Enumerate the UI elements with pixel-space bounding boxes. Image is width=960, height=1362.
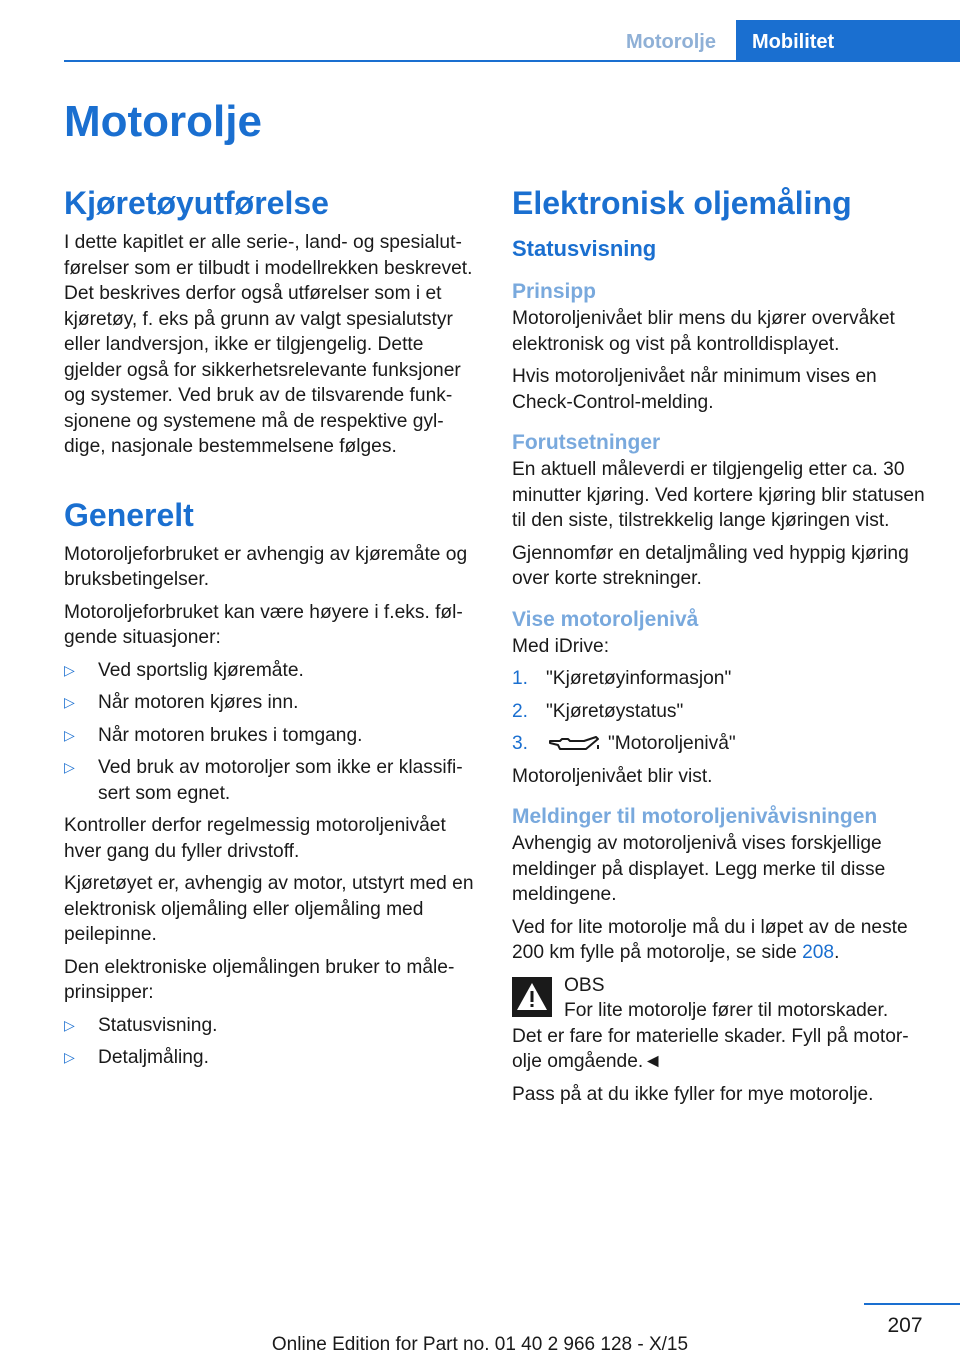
- paragraph-principle-2: Hvis motoroljenivået når minimum vises en Check-Control-melding.: [512, 366, 877, 413]
- paragraph-prereq-2: Gjennomfør en detaljmåling ved hyppig kjøring over korte strekninger.: [512, 542, 909, 589]
- page-number: 207: [887, 1314, 923, 1337]
- list-item: ▷ Ved bruk av motoroljer som ikke er klassifisert som egnet.: [64, 757, 463, 804]
- right-column: [512, 182, 927, 1114]
- heading-general: Generelt: [64, 496, 194, 533]
- oil-can-icon: [546, 733, 602, 755]
- list-item: 3. "Motoroljenivå": [512, 733, 736, 754]
- page-reference-link[interactable]: 208: [802, 942, 835, 963]
- warning-label: OBS: [564, 974, 605, 996]
- situation-list: [64, 658, 478, 807]
- edition-footer: Online Edition for Part no. 01 40 2 966 128 - X/15: [271, 1334, 689, 1355]
- paragraph-general-2: Motoroljeforbruket kan være høyere i f.eks. følgende situasjoner:: [64, 601, 463, 648]
- bullet-triangle-icon: ▷: [64, 1016, 75, 1033]
- list-item: 2. "Kjøretøystatus": [512, 700, 684, 722]
- heading-electronic-oil: Elektronisk oljemåling: [512, 185, 852, 221]
- paragraph-idrive: Med iDrive:: [512, 635, 610, 657]
- bullet-triangle-icon: ▷: [64, 694, 75, 710]
- list-item: ▷ Når motoren kjøres inn.: [64, 690, 478, 716]
- paragraph-principles: Den elektroniske oljemålingen bruker to måleprinsipper:: [64, 956, 455, 1003]
- chapter-tab: Mobilitet: [736, 20, 960, 62]
- warning-line-1: For lite motorolje fører til motorskader.: [564, 1000, 889, 1021]
- paragraph-equipped: Kjøretøyet er, avhengig av motor, utstyrt med en elektronisk oljemåling eller oljemåling med peilepinne.: [64, 873, 474, 945]
- header-rule: [64, 60, 736, 62]
- list-item: ▷ Når motoren brukes i tomgang.: [64, 723, 478, 749]
- paragraph-general-1: Motoroljeforbruket er avhengig av kjøremåte og bruksbetingelser.: [64, 543, 468, 590]
- warning-triangle-icon: [512, 977, 552, 1017]
- paragraph-vehicle-variant: I dette kapitlet er alle serie-, land- og spesialutførelser som er tilbudt i modellrekken beskrevet. Det beskrives derfor også utførelser som i et kjøretøy, f. eks på grunn av valgt spesialutstyr eller landversjon, ikke er tilgjengelig. Dette gjelder også for sikkerhetsrelevante funksjoner og systemer. Ved bruk av de tilsvarende funksjonene og systemene må de respektive gyldige, nasjonale bestemmelsene følges.: [64, 232, 473, 457]
- bullet-triangle-icon: ▷: [64, 759, 75, 775]
- principle-list: [64, 1013, 478, 1071]
- list-item: ▷ Ved sportslig kjøremåte.: [64, 658, 478, 684]
- footer-rule: [864, 1303, 960, 1305]
- section-tab: Motorolje: [626, 31, 716, 53]
- page-title: Motorolje: [64, 97, 262, 146]
- paragraph-principle-1: Motoroljenivået blir mens du kjører overvåket elektronisk og vist på kontrolldisplayet.: [512, 308, 895, 355]
- list-item: ▷ Statusvisning.: [64, 1013, 478, 1039]
- step-list: [512, 666, 927, 757]
- heading-messages: Meldinger til motoroljenivåvisningen: [512, 805, 878, 828]
- paragraph-control: Kontroller derfor regelmessig motoroljenivået hver gang du fyller drivstoff.: [64, 815, 446, 862]
- heading-prerequisites: Forutsetninger: [512, 431, 661, 454]
- paragraph-messages-1: Avhengig av motoroljenivå vises forskjellige meldinger på displayet. Legg merke til disse meldingene.: [512, 833, 886, 905]
- warning-line-2: Det er fare for materielle skader. Fyll på motorolje omgående.◄: [512, 1025, 909, 1072]
- heading-principle: Prinsipp: [512, 280, 597, 303]
- paragraph-messages-2: Ved for lite motorolje må du i løpet av de neste 200 km fylle på motorolje, se side 208.: [512, 916, 908, 963]
- heading-vehicle-variant: Kjøretøyutførelse: [64, 185, 329, 221]
- heading-status-display: Statusvisning: [512, 236, 657, 261]
- list-item: ▷ Detaljmåling.: [64, 1045, 478, 1071]
- warning-note: [512, 973, 927, 1075]
- bullet-triangle-icon: ▷: [64, 1049, 75, 1065]
- left-column: [64, 182, 478, 1078]
- paragraph-final: Pass på at du ikke fyller for mye motorolje.: [512, 1083, 874, 1105]
- paragraph-shown: Motoroljenivået blir vist.: [512, 765, 713, 787]
- page-header: [0, 0, 960, 62]
- paragraph-prereq-1: En aktuell måleverdi er tilgjengelig etter ca. 30 minutter kjøring. Ved kortere kjøring blir statusen til den siste, tilstrekkelig lange kjøringen vist.: [512, 459, 925, 531]
- list-item: 1. "Kjøretøyinformasjon": [512, 668, 732, 689]
- bullet-triangle-icon: ▷: [64, 726, 75, 743]
- heading-show-oil-level: Vise motoroljenivå: [512, 607, 699, 631]
- bullet-triangle-icon: ▷: [64, 661, 75, 678]
